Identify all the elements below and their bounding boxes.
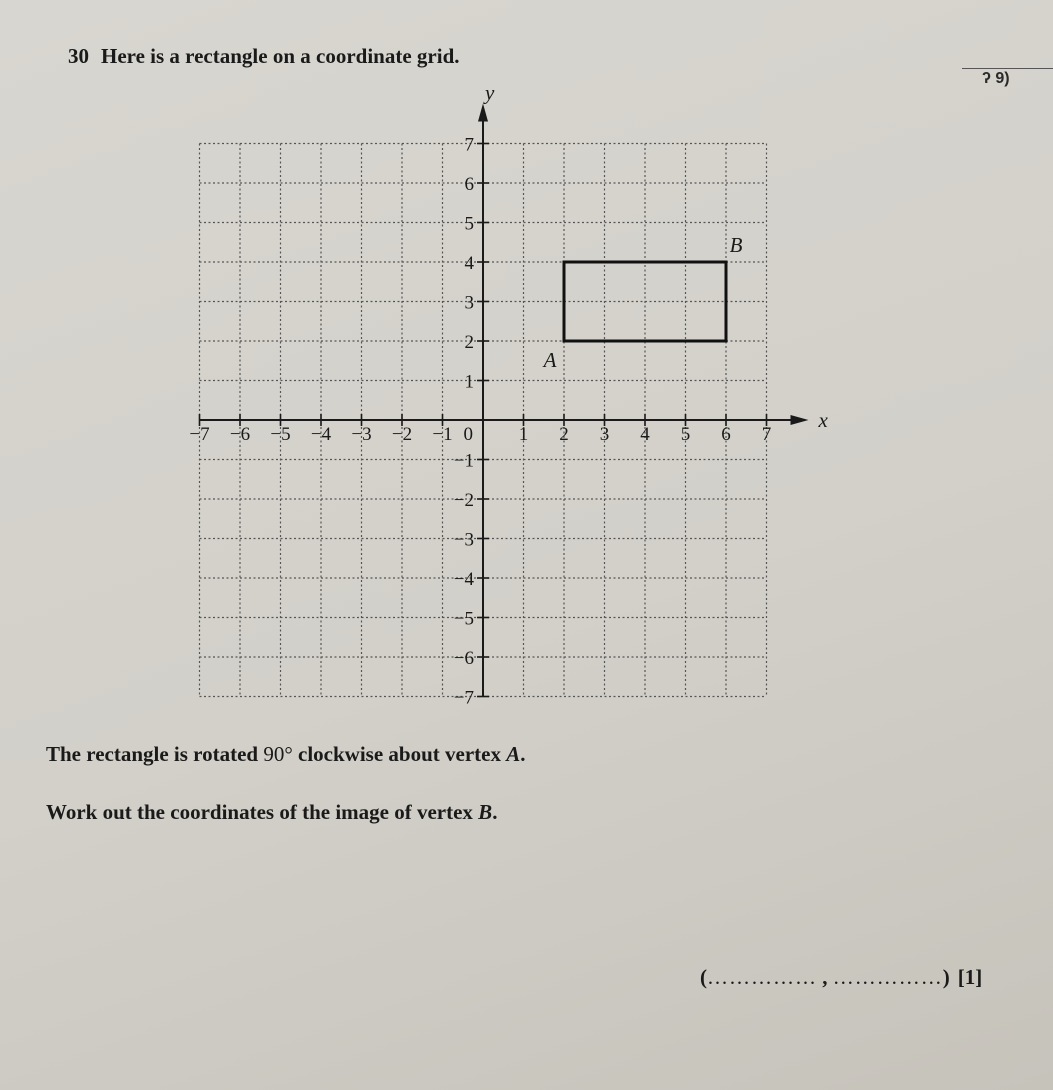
answer-comma: , (817, 965, 833, 989)
rotation-angle: 90° (263, 742, 293, 766)
y-tick-label: −6 (453, 648, 474, 669)
x-tick-label: −4 (310, 424, 332, 445)
x-axis-arrow (791, 415, 809, 425)
x-tick-label: 6 (721, 424, 731, 445)
x-tick-label: 2 (559, 424, 569, 445)
y-tick-label: −5 (453, 608, 474, 630)
question-intro-text: Here is a rectangle on a coordinate grid. (101, 44, 460, 68)
origin-label: 0 (463, 424, 473, 445)
x-tick-label: −5 (270, 424, 291, 445)
statement-text-2: clockwise about vertex (292, 742, 507, 766)
y-tick-label: 3 (464, 292, 474, 314)
task-text-1: Work out the coordinates of the image of vertex (46, 800, 479, 824)
x-tick-label: 7 (761, 424, 772, 445)
x-tick-label: −3 (351, 424, 372, 445)
y-tick-label: 2 (464, 332, 474, 353)
y-axis-label: y (485, 80, 495, 105)
y-tick-label: 6 (464, 174, 474, 195)
x-axis-label: x (818, 408, 828, 432)
y-tick-label: 5 (464, 213, 474, 235)
x-tick-label: −1 (432, 424, 453, 445)
vertex-label-a: A (543, 348, 557, 372)
x-tick-label: −6 (229, 424, 251, 445)
vertex-label-b: B (729, 233, 743, 257)
statement-vertex: A (506, 742, 521, 766)
x-tick-label: 1 (518, 424, 529, 445)
y-tick-label: 1 (464, 371, 474, 393)
y-tick-label: 7 (464, 134, 474, 156)
task-vertex: B (478, 800, 493, 824)
y-tick-label: 4 (464, 253, 474, 274)
question-number: 30 (68, 44, 89, 68)
y-tick-label: −3 (453, 529, 474, 551)
y-tick-label: −2 (453, 490, 474, 511)
answer-x-blank[interactable]: …………… (707, 965, 817, 989)
answer-line[interactable] (700, 965, 982, 990)
answer-y-blank[interactable]: …………… (832, 965, 943, 989)
marks-label: [1] (957, 965, 983, 989)
statement-text-3: . (520, 742, 526, 766)
x-tick-label: 5 (680, 424, 691, 445)
y-tick-label: −1 (453, 450, 474, 472)
x-tick-label: −2 (391, 424, 413, 445)
y-axis-arrow (478, 104, 488, 122)
y-tick-label: −4 (453, 569, 474, 590)
x-tick-label: 3 (599, 424, 610, 445)
answer-close-paren: ) (942, 965, 950, 989)
margin-note: ʔ 9) (982, 70, 1010, 87)
task-text-2: . (492, 800, 498, 824)
task-instruction (46, 800, 497, 825)
x-tick-label: −7 (189, 424, 210, 445)
statement-text-1: The rectangle is rotated (46, 742, 264, 766)
rotation-statement (46, 742, 526, 767)
x-tick-label: 4 (640, 424, 650, 445)
y-tick-label: −7 (453, 687, 474, 709)
answer-open-paren: ( (700, 965, 707, 989)
